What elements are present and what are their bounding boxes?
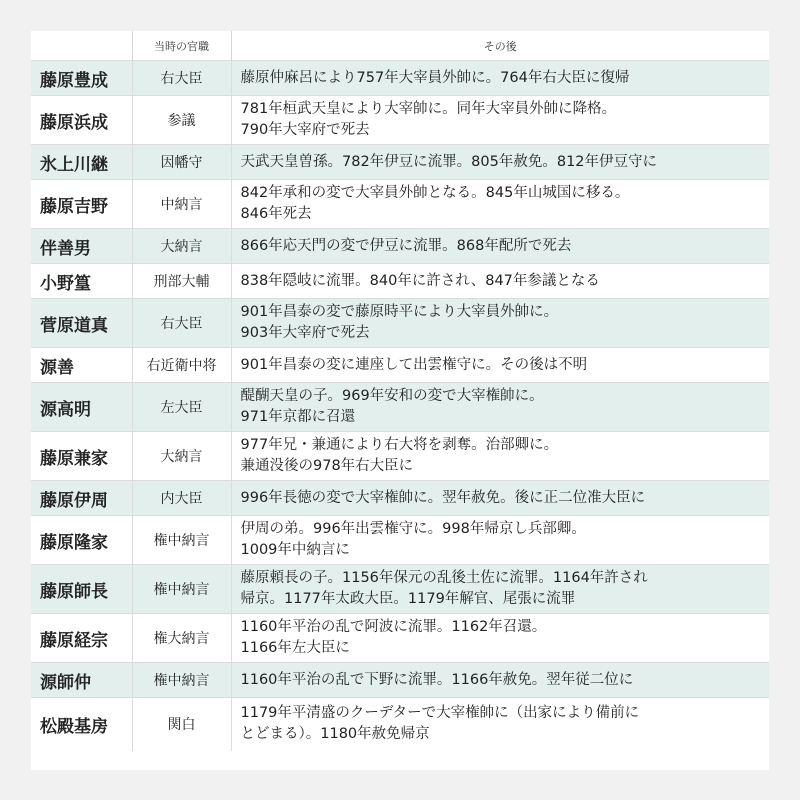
aftermath-cell: [231, 299, 769, 348]
aftermath-cell: [231, 145, 769, 180]
official-post: 大納言: [132, 432, 231, 481]
table-row: [31, 481, 769, 516]
person-name: 源高明: [31, 383, 132, 432]
official-post: 権中納言: [132, 663, 231, 698]
person-name: 小野篁: [31, 264, 132, 299]
aftermath-cell: [231, 383, 769, 432]
person-name: 源師仲: [31, 663, 132, 698]
aftermath-cell: [231, 264, 769, 299]
table-row: [31, 383, 769, 432]
official-post: 関白: [132, 698, 231, 751]
aftermath-line: とどまる）。1180年赦免帰京: [240, 726, 430, 743]
person-name: 伴善男: [31, 229, 132, 264]
aftermath-cell: [231, 96, 769, 145]
aftermath-cell: [231, 348, 769, 383]
official-post: 権大納言: [132, 614, 231, 663]
table-row: [31, 348, 769, 383]
aftermath-line: 兼通没後の978年右大臣に: [240, 458, 414, 474]
aftermath-line: 977年兄・兼通により右大将を剥奪。治部卿に。: [240, 437, 559, 453]
official-post: 因幡守: [132, 145, 231, 180]
aftermath-line: 996年長徳の変で大宰権帥に。翌年赦免。後に正二位准大臣に: [240, 489, 646, 506]
table-row: [31, 299, 769, 348]
aftermath-cell: [231, 565, 769, 614]
aftermath-cell: [231, 61, 769, 96]
person-name: 藤原浜成: [31, 96, 132, 145]
person-name: 藤原豊成: [31, 61, 132, 96]
official-post: 大納言: [132, 229, 231, 264]
official-post: 参議: [132, 96, 231, 145]
table-row: [31, 264, 769, 299]
aftermath-line: 790年大宰府で死去: [240, 122, 370, 138]
person-name: 松殿基房: [31, 698, 132, 751]
table-row: [31, 96, 769, 145]
aftermath-line: 901年昌泰の変に連座して出雲権守に。その後は不明: [240, 356, 588, 373]
aftermath-cell: [231, 698, 769, 751]
aftermath-line: 866年応天門の変で伊豆に流罪。868年配所で死去: [240, 237, 572, 254]
table-row: [31, 61, 769, 96]
aftermath-line: 838年隠岐に流罪。840年に許され、847年参議となる: [240, 272, 600, 289]
header-after: その後: [231, 31, 769, 61]
person-name: 藤原吉野: [31, 180, 132, 229]
aftermath-cell: [231, 481, 769, 516]
official-post: 右近衛中将: [132, 348, 231, 383]
aftermath-line: 伊周の弟。996年出雲権守に。998年帰京し兵部卿。: [240, 521, 586, 537]
table-row: [31, 180, 769, 229]
aftermath-line: 帰京。1177年太政大臣。1179年解官、尾張に流罪: [240, 591, 576, 607]
official-post: 内大臣: [132, 481, 231, 516]
person-name: 源善: [31, 348, 132, 383]
table-row: [31, 698, 769, 751]
aftermath-cell: [231, 614, 769, 663]
header-name: [31, 31, 132, 61]
table-header-row: [31, 31, 769, 61]
person-name: 藤原伊周: [31, 481, 132, 516]
table-row: [31, 432, 769, 481]
aftermath-line: 1166年左大臣に: [240, 640, 350, 656]
aftermath-line: 藤原仲麻呂により757年大宰員外帥に。764年右大臣に復帰: [240, 69, 630, 86]
person-name: 菅原道真: [31, 299, 132, 348]
aftermath-cell: [231, 516, 769, 565]
official-post: 中納言: [132, 180, 231, 229]
official-post: 右大臣: [132, 61, 231, 96]
person-name: 藤原兼家: [31, 432, 132, 481]
table-row: [31, 614, 769, 663]
aftermath-cell: [231, 180, 769, 229]
person-name: 藤原師長: [31, 565, 132, 614]
person-name: 藤原隆家: [31, 516, 132, 565]
aftermath-line: 971年京都に召還: [240, 409, 356, 425]
aftermath-line: 903年大宰府で死去: [240, 325, 370, 341]
person-name: 藤原経宗: [31, 614, 132, 663]
table-row: [31, 565, 769, 614]
aftermath-line: 846年死去: [240, 206, 312, 222]
table-row: [31, 663, 769, 698]
aftermath-line: 1179年平清盛のクーデターで大宰権帥に（出家により備前に: [240, 705, 640, 722]
table-row: [31, 229, 769, 264]
aftermath-cell: [231, 432, 769, 481]
aftermath-line: 藤原頼長の子。1156年保元の乱後土佐に流罪。1164年許され: [240, 570, 648, 586]
aftermath-line: 1160年平治の乱で阿波に流罪。1162年召還。: [240, 619, 547, 635]
person-name: 氷上川継: [31, 145, 132, 180]
aftermath-line: 781年桓武天皇により大宰帥に。同年大宰員外帥に降格。: [240, 101, 617, 117]
aftermath-line: 901年昌泰の変で藤原時平により大宰員外帥に。: [240, 304, 559, 320]
aftermath-cell: [231, 663, 769, 698]
official-post: 刑部大輔: [132, 264, 231, 299]
aftermath-cell: [231, 229, 769, 264]
official-post: 権中納言: [132, 565, 231, 614]
aftermath-line: 1160年平治の乱で下野に流罪。1166年赦免。翌年従二位に: [240, 671, 634, 688]
aftermath-line: 842年承和の変で大宰員外帥となる。845年山城国に移る。: [240, 185, 630, 201]
official-post: 右大臣: [132, 299, 231, 348]
header-post: 当時の官職: [132, 31, 231, 61]
official-post: 左大臣: [132, 383, 231, 432]
exile-table-frame: [31, 31, 769, 770]
aftermath-line: 醍醐天皇の子。969年安和の変で大宰権帥に。: [240, 388, 544, 404]
exile-table: [31, 31, 769, 751]
table-row: [31, 145, 769, 180]
aftermath-line: 1009年中納言に: [240, 542, 350, 558]
aftermath-line: 天武天皇曽孫。782年伊豆に流罪。805年赦免。812年伊豆守に: [240, 153, 658, 170]
official-post: 権中納言: [132, 516, 231, 565]
table-row: [31, 516, 769, 565]
